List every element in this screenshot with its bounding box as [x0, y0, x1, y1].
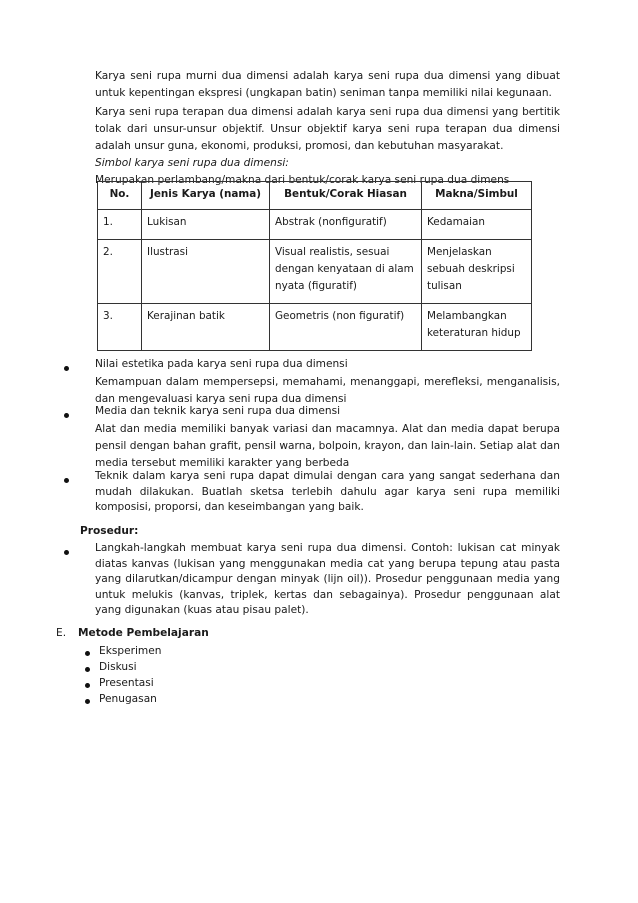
bullet-dot-icon: [85, 699, 90, 704]
metode-item: Presentasi: [99, 677, 154, 689]
table-row: [98, 240, 532, 304]
cell-jenis-karya: Ilustrasi: [142, 240, 270, 304]
cell-bentuk-corak: Abstrak (nonfiguratif): [270, 210, 422, 240]
bullet-dot-icon: [64, 413, 69, 418]
prosedur-text: Langkah-langkah membuat karya seni rupa dua dimensi. Contoh: lukisan cat minyak diatas kanvas (lukisan yang menggunakan media cat yang berupa tepung atau pasta yang dilarutkan/dicampur dengan minyak (lijn oil)). Prosedur penggunaan media yang untuk melukis (kanvas, triplek, kertas dan sebagainya). Prosedur penggunaan alat yang digunakan (kuas atau pisau palet).: [95, 542, 560, 616]
cell-no: 3.: [98, 304, 142, 351]
table-row: [98, 210, 532, 240]
bullet-dot-icon: [64, 366, 69, 371]
bullet-teknik-text: Teknik dalam karya seni rupa dapat dimulai dengan cara yang sangat sederhana dan mudah dilakukan. Buatlah sketsa terlebih dahulu agar karya seni rupa memiliki komposisi, proporsi, dan keseimbangan yang baik.: [95, 470, 560, 513]
bullet-estetika-title: Nilai estetika pada karya seni rupa dua dimensi: [95, 358, 348, 370]
bullet-estetika-body: Kemampuan dalam mempersepsi, memahami, menanggapi, merefleksi, menganalisis, dan mengevaluasi karya seni rupa dua dimensi: [95, 376, 560, 405]
simbol-table: [97, 181, 532, 351]
cell-no: 2.: [98, 240, 142, 304]
bullet-dot-icon: [85, 683, 90, 688]
section-letter: E.: [56, 627, 67, 639]
paragraph-terapan: Karya seni rupa terapan dua dimensi adalah karya seni rupa dua dimensi yang bertitik tolak dari unsur-unsur objektif. Unsur objektif karya seni rupa terapan dua dimensi adalah unsur guna, ekonomi, produksi, promosi, dan kebutuhan masyarakat.: [95, 106, 560, 153]
prosedur-heading: Prosedur:: [80, 525, 139, 537]
bullet-media-title: Media dan teknik karya seni rupa dua dimensi: [95, 405, 341, 417]
simbol-description: Merupakan perlambang/makna dari bentuk/corak karya seni rupa dua dimens: [95, 174, 510, 186]
cell-bentuk-corak: Geometris (non figuratif): [270, 304, 422, 351]
bullet-media-body: Alat dan media memiliki banyak variasi dan macamnya. Alat dan media dapat berupa pensil dengan bahan grafit, pensil warna, bolpoin, krayon, dan lain-lain. Setiap alat dan media tersebut memiliki karakter yang berbeda: [95, 423, 560, 469]
metode-item: Penugasan: [99, 693, 157, 705]
column-header-makna-simbul: Makna/Simbul: [422, 182, 532, 210]
metode-item: Diskusi: [99, 661, 137, 673]
cell-makna-simbul: Kedamaian: [422, 210, 532, 240]
simbol-heading: Simbol karya seni rupa dua dimensi:: [95, 157, 289, 169]
metode-heading: Metode Pembelajaran: [78, 627, 209, 639]
paragraph-murni: Karya seni rupa murni dua dimensi adalah karya seni rupa dua dimensi yang dibuat untuk kepentingan ekspresi (ungkapan batin) seniman tanpa memiliki nilai kegunaan.: [95, 70, 560, 100]
cell-bentuk-corak: Visual realistis, sesuai dengan kenyataan di alam nyata (figuratif): [270, 240, 422, 304]
cell-jenis-karya: Kerajinan batik: [142, 304, 270, 351]
metode-item: Eksperimen: [99, 645, 162, 657]
bullet-dot-icon: [64, 550, 69, 555]
bullet-dot-icon: [64, 478, 69, 483]
table-row: [98, 304, 532, 351]
column-header-no: No.: [98, 182, 142, 210]
column-header-jenis-karya: Jenis Karya (nama): [142, 182, 270, 210]
cell-makna-simbul: Melambangkan keteraturan hidup: [422, 304, 532, 351]
bullet-dot-icon: [85, 651, 90, 656]
bullet-dot-icon: [85, 667, 90, 672]
cell-jenis-karya: Lukisan: [142, 210, 270, 240]
column-header-bentuk-corak: Bentuk/Corak Hiasan: [270, 182, 422, 210]
table-header-row: [98, 182, 532, 210]
cell-no: 1.: [98, 210, 142, 240]
cell-makna-simbul: Menjelaskan sebuah deskripsi tulisan: [422, 240, 532, 304]
